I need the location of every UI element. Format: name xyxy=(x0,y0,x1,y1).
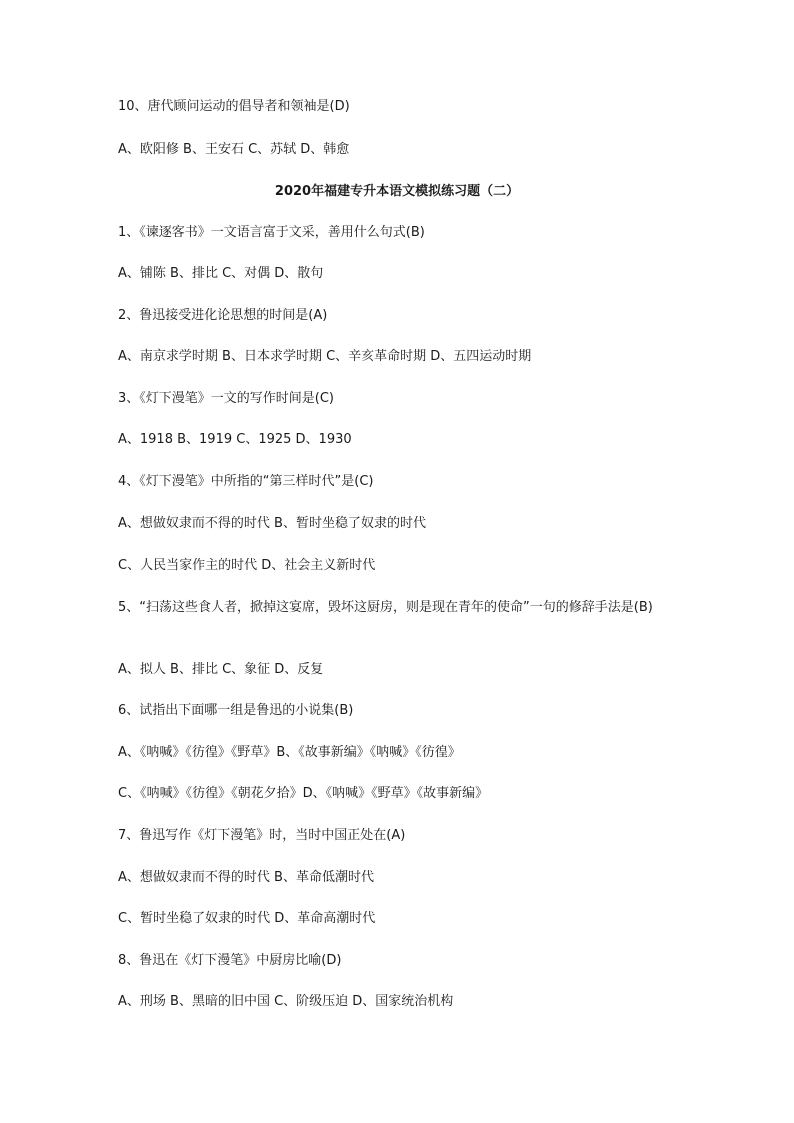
options-2: A、南京求学时期 B、日本求学时期 C、辛亥革命时期 D、五四运动时期 xyxy=(118,349,532,364)
options-4-c-d: C、人民当家作主的时代 D、社会主义新时代 xyxy=(118,558,376,573)
question-2: 2、鲁迅接受进化论思想的时间是(A) xyxy=(118,308,328,323)
options-1: A、铺陈 B、排比 C、对偶 D、散句 xyxy=(118,266,324,281)
options-8: A、刑场 B、黑暗的旧中国 C、阶级压迫 D、国家统治机构 xyxy=(118,994,454,1009)
options-3: A、1918 B、1919 C、1925 D、1930 xyxy=(118,432,352,447)
question-1: 1、《谏逐客书》一文语言富于文采，善用什么句式(B) xyxy=(118,225,425,240)
question-3: 3、《灯下漫笔》一文的写作时间是(C) xyxy=(118,391,334,406)
question-7: 7、鲁迅写作《灯下漫笔》时，当时中国正处在(A) xyxy=(118,828,406,843)
question-10: 10、唐代顾问运动的倡导者和领袖是(D) xyxy=(118,99,350,114)
options-10: A、欧阳修 B、王安石 C、苏轼 D、韩愈 xyxy=(118,142,350,157)
options-5: A、拟人 B、排比 C、象征 D、反复 xyxy=(118,662,324,677)
options-6-a-b: A、《呐喊》《彷徨》《野草》B、《故事新编》《呐喊》《彷徨》 xyxy=(118,745,461,760)
question-6: 6、试指出下面哪一组是鲁迅的小说集(B) xyxy=(118,703,354,718)
options-4-a-b: A、想做奴隶而不得的时代 B、暂时坐稳了奴隶的时代 xyxy=(118,516,426,531)
options-7-c-d: C、暂时坐稳了奴隶的时代 D、革命高潮时代 xyxy=(118,911,376,926)
options-6-c-d: C、《呐喊》《彷徨》《朝花夕拾》D、《呐喊》《野草》《故事新编》 xyxy=(118,786,489,801)
options-7-a-b: A、想做奴隶而不得的时代 B、革命低潮时代 xyxy=(118,870,374,885)
section-title: 2020年福建专升本语文模拟练习题（二） xyxy=(274,184,520,199)
question-8: 8、鲁迅在《灯下漫笔》中厨房比喻(D) xyxy=(118,953,342,968)
question-5: 5、“扫荡这些食人者，掀掉这宴席，毁坏这厨房，则是现在青年的使命”一句的修辞手法是(B) xyxy=(118,600,653,615)
question-4: 4、《灯下漫笔》中所指的“第三样时代”是(C) xyxy=(118,474,374,489)
